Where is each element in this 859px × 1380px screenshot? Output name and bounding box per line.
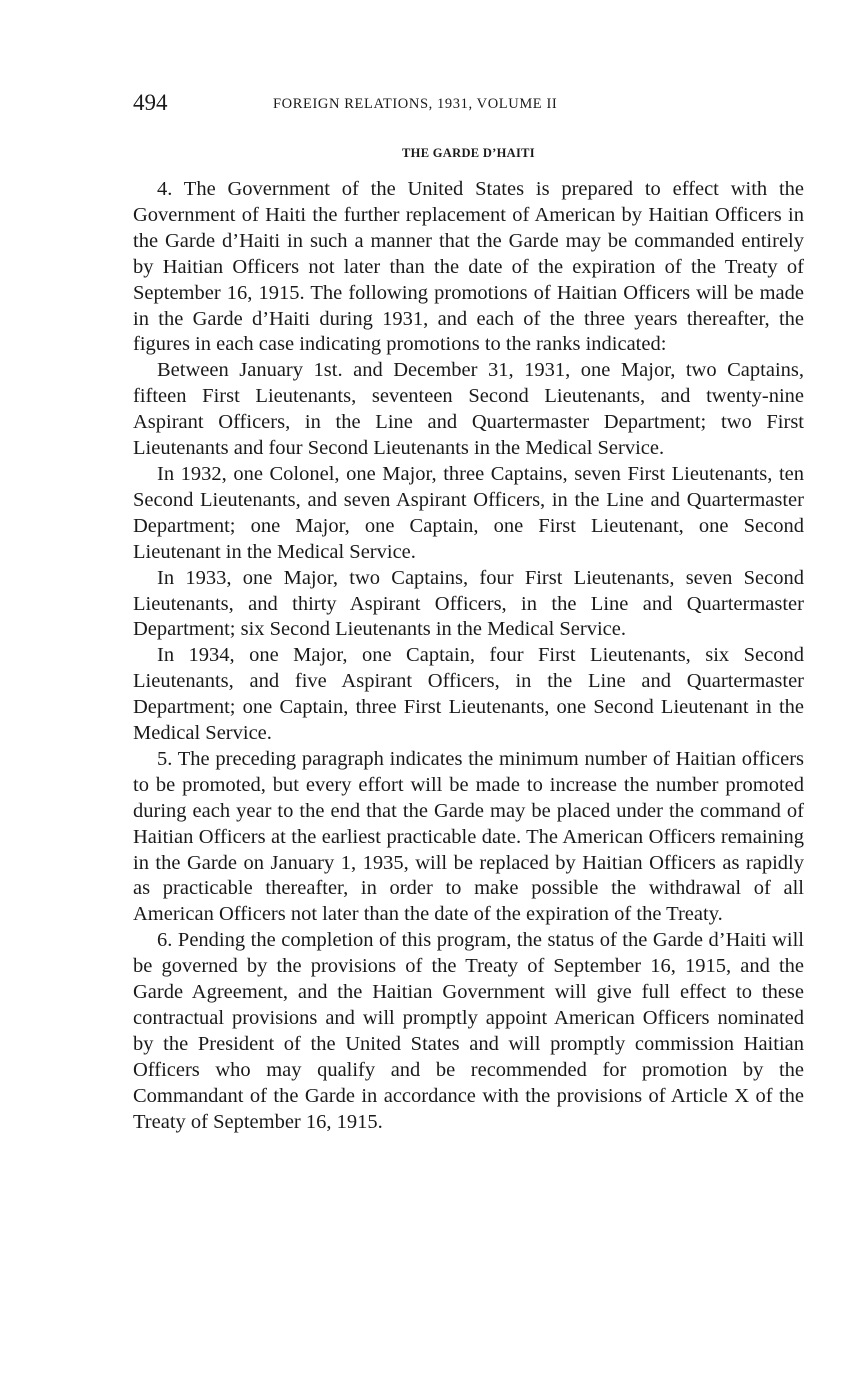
paragraph-1934-promotions: In 1934, one Major, one Captain, four First Lieutenants, six Second Lieutenants, and five Aspirant Officers, in the Line and Quartermaster Department; one Captain, three First Lieutenants, one Second Lieutenant in the Medical Service. <box>133 644 804 745</box>
paragraph-1933-promotions: In 1933, one Major, two Captains, four First Lieutenants, seven Second Lieutenants, and thirty Aspirant Officers, in the Line and Quartermaster Department; six Second Lieutenants in the Medical Service. <box>133 566 804 641</box>
paragraph-5: 5. The preceding paragraph indicates the minimum number of Haitian officers to be promoted, but every effort will be made to increase the number promoted during each year to the end that the Garde may be placed under the command of Haitian Officers at the earliest practicable date. The American Officers remaining in the Garde on January 1, 1935, will be replaced by Haitian Officers as rapidly as practicable thereafter, in order to make possible the withdrawal of all American Officers not later than the date of the expiration of the Treaty. <box>133 747 804 926</box>
running-header <box>133 88 804 128</box>
running-title: FOREIGN RELATIONS, 1931, VOLUME II <box>273 96 558 112</box>
paragraph-4: 4. The Government of the United States is prepared to effect with the Government of Haiti the further replacement of American by Haitian Officers in the Garde d’Haiti in such a manner that the Garde may be commanded entirely by Haitian Officers not later than the date of the expiration of the Treaty of September 16, 1915. The following promotions of Haitian Officers will be made in the Garde d’Haiti during 1931, and each of the three years thereafter, the figures in each case indicating promotions to the ranks indicated: <box>133 178 804 356</box>
document-page <box>133 88 804 1136</box>
paragraph-1932-promotions: In 1932, one Colonel, one Major, three Captains, seven First Lieutenants, ten Second Lieutenants, and seven Aspirant Officers, in the Line and Quartermaster Department; one Major, one Captain, one First Lieutenant, one Second Lieutenant in the Medical Service. <box>133 462 804 563</box>
section-title: THE GARDE D’HAITI <box>402 146 535 160</box>
paragraph-1931-promotions: Between January 1st. and December 31, 1931, one Major, two Captains, fifteen First Lieutenants, seventeen Second Lieutenants, and twenty-nine Aspirant Officers, in the Line and Quartermaster Department; two First Lieutenants and four Second Lieutenants in the Medical Service. <box>133 359 804 460</box>
paragraph-6: 6. Pending the completion of this program, the status of the Garde d’Haiti will be governed by the provisions of the Treaty of September 16, 1915, and the Garde Agreement, and the Haitian Government will give full effect to these contractual provisions and will promptly appoint American Officers nominated by the President of the United States and will promptly commission Haitian Officers who may qualify and be recommended for promotion by the Commandant of the Garde in accordance with the provisions of Article X of the Treaty of September 16, 1915. <box>133 929 804 1133</box>
page-number: 494 <box>133 90 168 115</box>
